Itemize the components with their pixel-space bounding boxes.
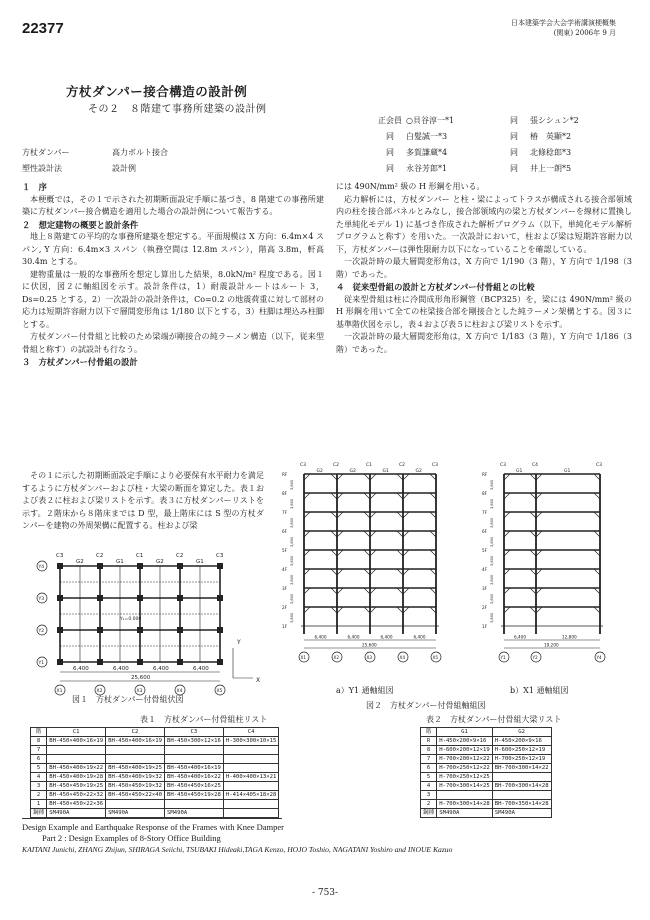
table-cell: BH-700×350×14×28 (492, 800, 551, 809)
table-cell (47, 755, 106, 764)
plan-beam-label: G1 (116, 559, 124, 565)
table-floor-cell: 5 (31, 764, 47, 773)
table-2-row (421, 755, 552, 764)
plan-column (178, 564, 183, 569)
table-cell: SM490A (106, 809, 165, 818)
table-floor-cell: 4 (421, 782, 437, 791)
fig1-x-arrow-label: X (256, 677, 261, 684)
table-cell (164, 755, 223, 764)
figure-1-floor-plan (28, 548, 268, 708)
plan-column (98, 628, 103, 633)
author-name: 北條稔郎*3 (530, 148, 572, 157)
elev-beam-label: G1 (564, 469, 571, 474)
knee-damper (536, 569, 542, 575)
table-cell: BH-450×450×22×32 (47, 791, 106, 800)
plan-span-label: 6,400 (193, 666, 209, 672)
author-row (378, 145, 626, 161)
author-name: 多賀謙蔵*4 (406, 148, 448, 157)
keyword: 設計例 (112, 164, 136, 173)
elev-storey-height: 3,800 (490, 555, 494, 566)
section-3-heading: ３ 方杖ダンパー付骨組の設計 (22, 357, 138, 367)
table-2-row (421, 809, 552, 818)
table-cell (106, 755, 165, 764)
page-number: - 753- (311, 888, 339, 898)
table-2-row (421, 791, 552, 800)
plan-column (218, 564, 223, 569)
table-header-cell: C4 (223, 728, 279, 737)
plan-column (58, 596, 63, 601)
author-role: 同 (386, 164, 394, 173)
table-1-caption: 表１ 方杖ダンパー付骨組柱リスト (140, 715, 268, 724)
knee-damper (594, 512, 600, 518)
table-2-row (421, 773, 552, 782)
knee-damper (530, 550, 536, 556)
conference-date: (関東) 2006年 9 月 (553, 29, 616, 37)
author-role: 同 (510, 148, 518, 157)
left-column (22, 181, 324, 369)
table-1-row (31, 782, 279, 791)
knee-damper (536, 474, 542, 480)
table-1-row (31, 773, 279, 782)
keyword: 方杖ダンパー (22, 148, 70, 157)
elev-floor-label: 8F (282, 491, 288, 496)
english-title-block (22, 822, 452, 855)
table-cell: BH-450×400×19×32 (106, 773, 165, 782)
elev-span-label: 6,400 (514, 634, 526, 640)
table-cell: BH-450×400×19×25 (106, 764, 165, 773)
elev-column-label: C3 (432, 463, 439, 468)
table-cell: H-700×200×12×22 (437, 755, 493, 764)
table-1-row (31, 809, 279, 818)
keyword-row (22, 161, 168, 177)
table-header-cell: G2 (492, 728, 551, 737)
elev-column-label: C1 (366, 463, 373, 468)
knee-damper (536, 550, 542, 556)
plan-column (178, 660, 183, 665)
elev-storey-height: 3,800 (290, 517, 294, 528)
knee-damper (536, 588, 542, 594)
table-cell: H-414×405×18×28 (223, 791, 279, 800)
table-1-row (31, 737, 279, 746)
plan-axis-label: X2 (96, 689, 103, 694)
author-list (378, 113, 626, 177)
table-header-cell: C3 (164, 728, 223, 737)
table-cell: BH-700×300×14×28 (492, 782, 551, 791)
table-floor-cell: 6 (421, 764, 437, 773)
table-cell: BH-450×450×22×36 (47, 800, 106, 809)
plan-column (178, 628, 183, 633)
plan-column-label: C1 (136, 553, 144, 559)
author-row (378, 129, 626, 145)
elev-column-label: C4 (532, 463, 539, 468)
elev-span-label: 12,800 (562, 634, 577, 640)
section-2-heading: ２ 想定建物の概要と設計条件 (22, 219, 139, 230)
table-cell: BH-450×450×19×32 (106, 782, 165, 791)
elev-floor-label: 7F (482, 510, 488, 515)
keyword: 高力ボルト接合 (112, 148, 168, 157)
table-floor-cell: 8 (421, 746, 437, 755)
author-row (378, 161, 626, 177)
table-floor-cell: 鋼種 (421, 809, 437, 818)
table-2 (420, 727, 552, 818)
plan-column (178, 596, 183, 601)
table-floor-cell: 7 (421, 755, 437, 764)
elev-floor-label: 1F (482, 624, 488, 629)
section-3-paragraph: その１に示した初期断面設定手順により必要保有水平耐力を満足するように方杖ダンパーおよび柱・大梁の断面を算定した。表１および表２に柱および梁リストを示す。表３に方杖ダンパーリストを示す。２階床から８階床までは D 型，最上階床には S 型の方杖ダンパーを建物の外周架構に配置する。柱および梁 (22, 471, 264, 530)
elev-storey-height: 3,800 (490, 498, 494, 509)
table-cell (223, 782, 279, 791)
author-name: 張シシュン*2 (530, 116, 579, 125)
table-header-cell: G1 (437, 728, 493, 737)
elev-storey-height: 3,800 (290, 612, 294, 623)
figure-1-caption: 図１ 方杖ダンパー付骨組伏図 (72, 695, 184, 704)
table-header-floor: 階 (31, 728, 47, 737)
author-name: 永谷芳郎*1 (406, 164, 448, 173)
author-name: 井上一朗*5 (530, 164, 572, 173)
elev-storey-height: 3,800 (490, 479, 494, 490)
table-floor-cell: 4 (31, 773, 47, 782)
knee-damper (530, 474, 536, 480)
elev-beam-label: G2 (349, 469, 356, 474)
paper-title: 方杖ダンパー接合構造の設計例 (66, 84, 248, 99)
plan-column-label: C3 (56, 553, 64, 559)
elev-beam-label: G2 (316, 469, 323, 474)
table-1-row (31, 755, 279, 764)
knee-damper (594, 607, 600, 613)
table-cell (437, 791, 493, 800)
elev-floor-label: RF (282, 472, 288, 477)
table-cell: H-400×400×13×21 (223, 773, 279, 782)
table-cell (223, 764, 279, 773)
table-2-row (421, 746, 552, 755)
english-authors: KAITANI Junichi, ZHANG Zhijun, SHIRAGA Seiichi, TSUBAKI Hideaki,TAGA Kenzo, HOJO Toshio, NAGATANI Yoshiro and INOUE Kazuo (22, 845, 453, 854)
elev-floor-label: 4F (282, 567, 288, 572)
elev-column-label: C2 (399, 463, 406, 468)
plan-column (58, 564, 63, 569)
plan-axis-label: X1 (56, 689, 63, 694)
table-cell: H-600×250×12×19 (492, 746, 551, 755)
elev-span-label: 6,400 (413, 634, 426, 640)
table-floor-cell: 鋼種 (31, 809, 47, 818)
table-floor-cell: 3 (421, 791, 437, 800)
plan-span-label: 6,400 (153, 666, 169, 672)
table-2-row (421, 800, 552, 809)
table-header-cell: C2 (106, 728, 165, 737)
elev-column-label: C3 (300, 463, 307, 468)
plan-beam-label: G2 (156, 559, 164, 565)
section-3-text-block (22, 470, 264, 533)
plan-beam-label: G1 (196, 559, 204, 565)
table-1 (30, 727, 279, 818)
elev-total-label: 25,600 (362, 642, 377, 648)
table-2-row (421, 782, 552, 791)
elev-floor-label: 1F (282, 624, 288, 629)
table-cell: BH-700×300×14×22 (492, 764, 551, 773)
table-header-cell: C1 (47, 728, 106, 737)
elev-storey-height: 3,800 (490, 593, 494, 604)
table-header-floor: 階 (421, 728, 437, 737)
elev-span-label: 6,400 (314, 634, 327, 640)
section-2-paragraph: 建物重量は一般的な事務所を想定し算出した結果，8.0kN/m² 程度である。図１に伏図，図２に軸組図を示す。設計条件は，1）耐震設計ルートはルート 3，Ds=0.25 とする，2）一次設計の設計条件は，Co=0.2 の地震荷重に対して部材の応力は短期許容耐力以下で層間変形角は 1/180 以下とする，3）柱脚は埋込み柱脚とする。 (22, 269, 324, 329)
author-name: 椿 英顯*2 (530, 132, 572, 141)
author-role: 同 (386, 132, 394, 141)
author-role: 同 (510, 116, 518, 125)
plan-axis-label: X4 (176, 689, 183, 694)
figure-2b-caption: b）X1 通軸組図 (510, 686, 569, 695)
table-cell: BH-450×450×22×40 (106, 791, 165, 800)
table-1-row (31, 764, 279, 773)
knee-damper (594, 588, 600, 594)
table-cell: BH-450×450×16×25 (164, 782, 223, 791)
footnote-rule (22, 818, 282, 819)
table-cell: SM490A (164, 809, 223, 818)
author-row (378, 113, 626, 129)
table-2-row (421, 737, 552, 746)
table-cell (223, 809, 279, 818)
elev-span-label: 6,400 (347, 634, 360, 640)
knee-damper (530, 569, 536, 575)
knee-damper (530, 493, 536, 499)
plan-column (138, 564, 143, 569)
section-1-heading: １ 序 (22, 182, 47, 192)
plan-column-label: C2 (176, 553, 184, 559)
plan-column (218, 596, 223, 601)
table-1-row (31, 791, 279, 800)
table-floor-cell: 8 (31, 737, 47, 746)
elev-storey-height: 3,800 (490, 574, 494, 585)
plan-axis-label: Y2 (38, 629, 45, 634)
table-cell: BH-450×400×19×28 (47, 773, 106, 782)
elev-storey-height: 3,800 (290, 479, 294, 490)
table-cell: H-700×300×14×25 (437, 782, 493, 791)
knee-damper (530, 607, 536, 613)
elev-axis-label: X1 (300, 655, 307, 660)
plan-axis-label: Y4 (38, 565, 45, 570)
plan-column (98, 596, 103, 601)
table-cell: H-300×300×10×15 (223, 737, 279, 746)
plan-column-label: C3 (216, 553, 224, 559)
elev-storey-height: 3,800 (290, 555, 294, 566)
author-role: 正会員 (378, 116, 402, 125)
elev-floor-label: 3F (282, 586, 288, 591)
knee-damper (530, 588, 536, 594)
table-cell (164, 746, 223, 755)
plan-axis-label: Y3 (38, 597, 45, 602)
elev-floor-label: 6F (482, 529, 488, 534)
table-1-row (31, 746, 279, 755)
elev-floor-label: 6F (282, 529, 288, 534)
table-cell: BH-450×400×16×22 (164, 773, 223, 782)
table-cell (106, 800, 165, 809)
knee-damper (536, 493, 542, 499)
table-cell: BH-450×400×16×19 (106, 737, 165, 746)
table-floor-cell: 5 (421, 773, 437, 782)
table-cell: SM490A (437, 809, 493, 818)
table-cell: BH-450×400×19×22 (47, 764, 106, 773)
conference-info (511, 18, 616, 38)
knee-damper (594, 474, 600, 480)
author-name: 白髪誠一*3 (406, 132, 448, 141)
elev-floor-label: 7F (282, 510, 288, 515)
table-cell: SM490A (492, 809, 551, 818)
table-floor-cell: 2 (421, 800, 437, 809)
table-cell: H-600×200×12×19 (437, 746, 493, 755)
elev-storey-height: 3,800 (490, 536, 494, 547)
table-cell (492, 791, 551, 800)
table-cell: H-700×250×12×25 (437, 773, 493, 782)
table-cell (106, 746, 165, 755)
elev-axis-label: X5 (432, 655, 439, 660)
plan-column (138, 660, 143, 665)
knee-damper (536, 531, 542, 537)
elev-floor-label: 8F (482, 491, 488, 496)
paper-id: 22377 (22, 20, 64, 37)
elev-axis-label: Y4 (596, 655, 602, 660)
paragraph-continuation: には 490N/mm² 級の H 形鋼を用いる。 (336, 182, 485, 191)
table-cell: BH-450×400×16×19 (164, 764, 223, 773)
author-name: ○貝谷淳一*1 (406, 116, 455, 125)
plan-column (98, 564, 103, 569)
elev-column-label: C3 (500, 463, 507, 468)
elev-floor-label: 5F (282, 548, 288, 553)
table-cell (223, 755, 279, 764)
keywords (22, 145, 168, 177)
elev-floor-label: 2F (282, 605, 288, 610)
table-cell (492, 773, 551, 782)
elev-storey-height: 3,800 (290, 593, 294, 604)
table-cell (164, 800, 223, 809)
author-role: 同 (510, 132, 518, 141)
table-floor-cell: 6 (31, 755, 47, 764)
elev-floor-label: 2F (482, 605, 488, 610)
elev-storey-height: 3,800 (490, 517, 494, 528)
keyword-row (22, 145, 168, 161)
elev-floor-label: 3F (482, 586, 488, 591)
table-cell: BH-450×450×19×28 (164, 791, 223, 800)
elev-storey-height: 3,800 (490, 612, 494, 623)
elev-span-label: 6,400 (380, 634, 393, 640)
elev-axis-label: X3 (366, 655, 373, 660)
english-part: Part 2 : Design Examples of 8-Story Office Building (42, 833, 221, 843)
table-1-row (31, 800, 279, 809)
english-title: Design Example and Earthquake Response of the Frames with Knee Damper (22, 822, 285, 832)
table-cell: BH-450×400×16×19 (47, 737, 106, 746)
elev-beam-label: G2 (415, 469, 422, 474)
table-cell: H-450×200×9×16 (437, 737, 493, 746)
plan-axis-label: Y1 (38, 661, 45, 666)
knee-damper (594, 493, 600, 499)
elev-floor-label: RF (482, 472, 488, 477)
author-role: 同 (510, 164, 518, 173)
section-2-paragraph: 方杖ダンパー付骨組と比較のため梁端が剛接合の純ラーメン構造（以下，従来型骨組と称す）の試設計も行なう。 (22, 332, 324, 354)
table-floor-cell: 2 (31, 791, 47, 800)
elev-axis-label: Y1 (500, 655, 506, 660)
knee-damper (536, 512, 542, 518)
table-cell: H-700×250×12×19 (492, 755, 551, 764)
elev-axis-label: X2 (333, 655, 340, 660)
fig1-center-mark: Y₁=0.000 (120, 617, 142, 622)
table-cell: H-700×250×12×22 (437, 764, 493, 773)
table-floor-cell: 1 (31, 800, 47, 809)
elev-column-label: C2 (333, 463, 340, 468)
plan-column (138, 596, 143, 601)
elev-beam-label: G1 (516, 469, 523, 474)
knee-damper (594, 531, 600, 537)
analysis-paragraph: 応力解析には，方杖ダンパー と柱・梁によってトラスが構成される接合部領域内の柱を接合部パネルとみなし，接合部領域内の梁と方杖ダンパーを線材に置換した単純化モデル 1) に基づき作成された解析プログラム（以下，単純化モデル解析プログラムと称す）を用いた。一次設計において，柱および梁は短期許容耐力以下，方杖ダンパーは弾性限耐力以下になっていることを確認している。 (336, 194, 632, 254)
table-cell: BH-450×450×19×25 (47, 782, 106, 791)
table-floor-cell: R (421, 737, 437, 746)
elev-floor-label: 5F (482, 548, 488, 553)
plan-axis-label: X3 (136, 689, 143, 694)
conference-name: 日本建築学会大会学術講演梗概集 (511, 19, 616, 27)
plan-column (58, 660, 63, 665)
table-cell: H-450×200×9×16 (492, 737, 551, 746)
fig1-y-arrow-label: Y (237, 639, 241, 646)
right-column (336, 181, 632, 356)
section-4-heading: ４ 従来型骨組の設計と方杖ダンパー付骨組との比較 (336, 282, 535, 292)
plan-column (218, 660, 223, 665)
table-cell (223, 800, 279, 809)
plan-axis-label: X5 (216, 689, 223, 694)
plan-column-label: C2 (96, 553, 104, 559)
plan-total-label: 25,600 (131, 675, 151, 681)
figure-2a-caption: a）Y1 通軸組図 (336, 686, 394, 695)
elev-beam-label: G1 (382, 469, 389, 474)
elev-storey-height: 3,800 (290, 498, 294, 509)
elev-storey-height: 3,800 (290, 536, 294, 547)
table-2-caption: 表２ 方杖ダンパー付骨組大梁リスト (426, 715, 562, 724)
elev-axis-label: Y2 (532, 655, 538, 660)
table-cell: BH-450×300×12×16 (164, 737, 223, 746)
section-1-text: 本梗概では，その１で示された初期断面設定手順に基づき，8 階建ての事務所建築に方杖ダンパー接合構造を適用した場合の設計例について報告する。 (22, 194, 324, 216)
keyword: 塑性設計法 (22, 164, 62, 173)
elev-axis-label: X4 (399, 655, 406, 660)
table-floor-cell: 7 (31, 746, 47, 755)
elev-column-label: C3 (596, 463, 603, 468)
plan-span-label: 6,400 (73, 666, 89, 672)
plan-span-label: 6,400 (113, 666, 129, 672)
table-cell: H-700×300×14×28 (437, 800, 493, 809)
figure-2-elevations (276, 458, 636, 688)
author-role: 同 (386, 148, 394, 157)
table-cell (47, 746, 106, 755)
table-cell (223, 746, 279, 755)
section-4-paragraph: 一次設計時の最大層間変形角は，X 方向で 1/183（3 階），Y 方向で 1/186（3 階）であった。 (336, 332, 632, 354)
knee-damper (594, 550, 600, 556)
plan-column (218, 628, 223, 633)
figure-2-caption: 図２ 方杖ダンパー付骨組軸組図 (366, 701, 486, 710)
knee-damper (530, 512, 536, 518)
elev-storey-height: 3,800 (290, 574, 294, 585)
section-2-paragraph: 地上８階建ての平均的な事務所建築を想定する。平面規模は X 方向：6.4m×4 スパン, Y 方向：6.4m×3 スパン（執務空間は 12.8m スパン），階高 3.8m，軒高 30.4m とする。 (22, 232, 324, 266)
table-cell: SM490A (47, 809, 106, 818)
plan-column (58, 628, 63, 633)
elev-total-label: 19,200 (544, 642, 559, 648)
table-2-row (421, 764, 552, 773)
elev-floor-label: 4F (482, 567, 488, 572)
knee-damper (594, 569, 600, 575)
knee-damper (530, 531, 536, 537)
paper-subtitle: その２ ８階建て事務所建築の設計例 (88, 104, 267, 115)
knee-damper (536, 607, 542, 613)
drift-paragraph: 一次設計時の最大層間変形角は，X 方向で 1/190（3 階），Y 方向で 1/198（3 階）であった。 (336, 257, 632, 279)
section-4-paragraph: 従来型骨組は柱に冷間成形角形鋼管（BCP325）を，梁には 490N/mm² 級の H 形鋼を用いて全ての柱梁接合部を剛接合とした純ラーメン架構とする。図３に基準階伏図を示し，表４および表５に柱および梁リストを示す。 (336, 294, 632, 329)
plan-column (98, 660, 103, 665)
plan-column (138, 628, 143, 633)
table-floor-cell: 3 (31, 782, 47, 791)
plan-beam-label: G2 (76, 559, 84, 565)
